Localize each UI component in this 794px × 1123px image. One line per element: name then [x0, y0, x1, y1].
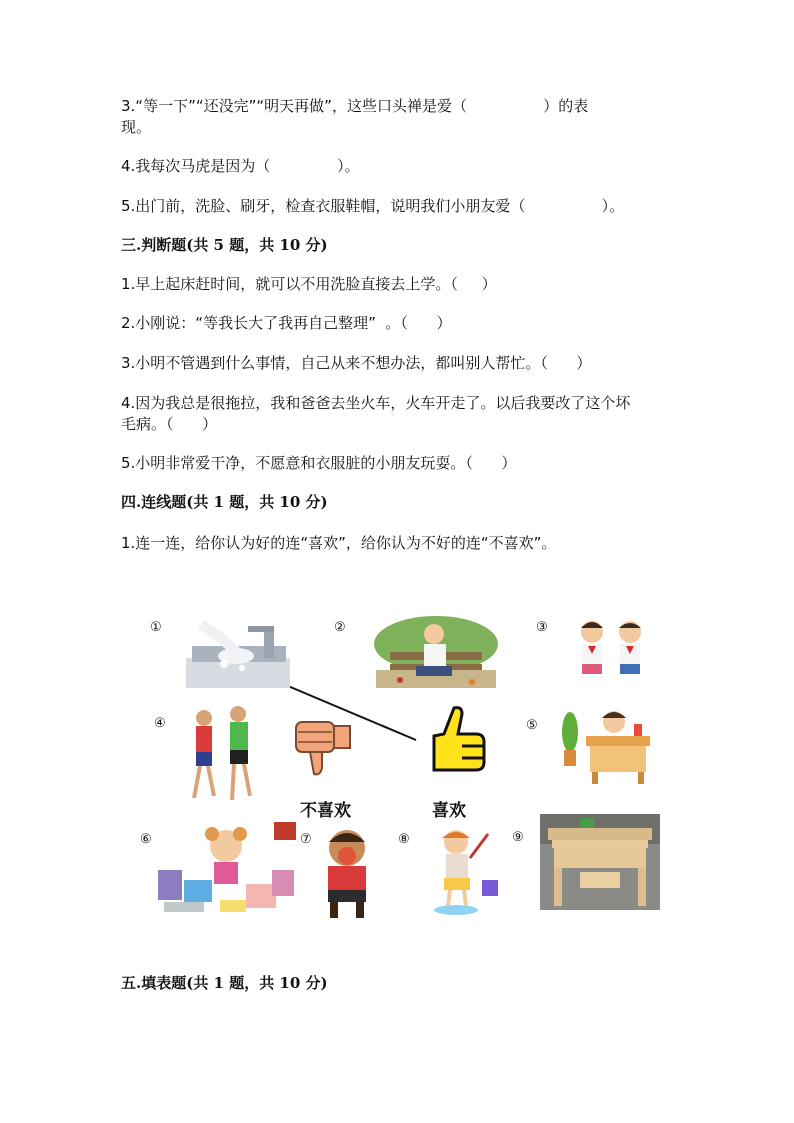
item-number-7: ⑦ [300, 832, 312, 847]
q5: 5.出门前，洗脸、刷牙，检查衣服鞋帽，说明我们小朋友爱（ ）。 [121, 197, 625, 215]
item-number-1: ① [150, 620, 162, 635]
matching-figure [140, 612, 670, 932]
item-number-5: ⑤ [526, 718, 538, 733]
tidy-desk-image [540, 814, 660, 910]
littering-man-image [372, 614, 500, 690]
match-q1: 1.连一连，给你认为好的连“喜欢”，给你认为不好的连“不喜欢”。 [121, 534, 557, 552]
item-number-9: ⑨ [512, 830, 524, 845]
messy-room-image [154, 820, 304, 916]
boy-eating-image [316, 824, 378, 920]
item-number-4: ④ [154, 716, 166, 731]
judge-q1: 1.早上起床赶时间，就可以不用洗脸直接去上学。（ ） [121, 275, 497, 293]
section3-heading: 三.判断题(共 5 题，共 10 分) [121, 236, 328, 254]
section4-heading: 四.连线题(共 1 题，共 10 分) [121, 493, 328, 511]
item-number-2: ② [334, 620, 346, 635]
judge-q4-line1: 4.因为我总是很拖拉，我和爸爸去坐火车，火车开走了。以后我要改了这个坏 [121, 394, 631, 412]
hand-washing-image [184, 618, 294, 690]
thumbs-up-icon [422, 704, 488, 776]
girl-cleaning-image [426, 824, 504, 918]
item-number-3: ③ [536, 620, 548, 635]
thumbs-down-icon [292, 718, 356, 778]
running-image [182, 704, 262, 808]
q3-line1: 3.“等一下”“还没完”“明天再做”，这些口头禅是爱（ ）的表 [121, 97, 589, 115]
judge-q4-line2: 毛病。（ ） [121, 415, 218, 433]
like-label: 喜欢 [432, 801, 466, 821]
saluting-children-image [568, 616, 654, 686]
section5-heading: 五.填表题(共 1 题，共 10 分) [121, 974, 328, 992]
judge-q3: 3.小明不管遇到什么事情，自己从来不想办法，都叫别人帮忙。（ ） [121, 354, 592, 372]
item-number-8: ⑧ [398, 832, 410, 847]
judge-q2: 2.小刚说：“等我长大了我再自己整理” 。（ ） [121, 314, 452, 332]
item-number-6: ⑥ [140, 832, 152, 847]
child-studying-image [556, 706, 654, 786]
q4: 4.我每次马虎是因为（ ）。 [121, 157, 360, 175]
dislike-label: 不喜欢 [300, 801, 351, 821]
q3-line2: 现。 [121, 118, 152, 136]
judge-q5: 5.小明非常爱干净，不愿意和衣服脏的小朋友玩耍。（ ） [121, 454, 517, 472]
